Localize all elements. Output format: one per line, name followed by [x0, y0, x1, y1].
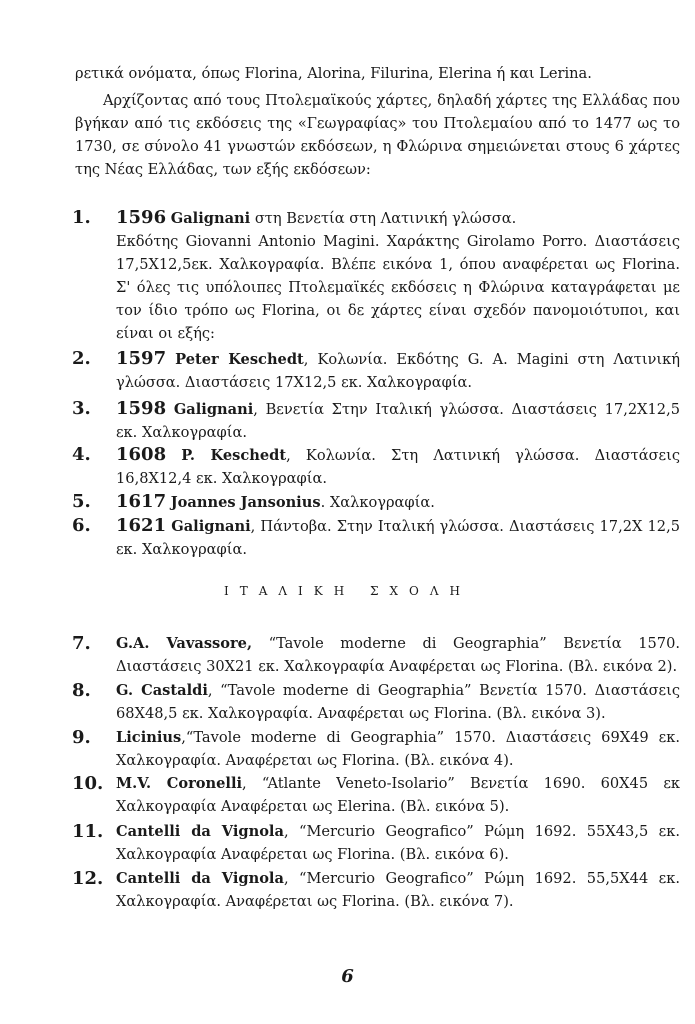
list-item-3	[72, 397, 680, 444]
list-item-5	[72, 490, 680, 514]
item-publisher: Peter Keschedt	[175, 351, 304, 368]
item-number: 9.	[72, 727, 91, 748]
list-item-12	[72, 867, 680, 913]
item-year: 1598	[116, 398, 167, 419]
item-publisher: Galignani	[173, 401, 254, 418]
item-number: 1.	[72, 207, 91, 228]
item-publisher: Galignani	[171, 518, 251, 535]
item-number: 8.	[72, 680, 91, 701]
item-year: 1597	[116, 348, 167, 369]
item-year: 1596	[116, 207, 167, 228]
item-number: 11.	[72, 821, 104, 842]
item-publisher: Joannes Jansonius	[170, 494, 321, 511]
list-item-10	[72, 772, 680, 818]
item-publisher: G. Castaldi	[116, 682, 208, 699]
item-publisher: G.A. Vavassore,	[116, 635, 253, 652]
item-description: , Βενετία Στην Ιταλική γλώσσα. Διαστάσεις 17,2Χ12,5 εκ. Χαλκογραφία.	[116, 401, 681, 441]
page-number: 6	[341, 966, 354, 987]
item-number: 10.	[72, 773, 104, 794]
list-item-9	[72, 726, 680, 772]
item-number: 5.	[72, 491, 91, 512]
list-item-1	[72, 206, 680, 345]
item-publisher: Galignani	[170, 210, 251, 227]
item-description: , “Atlante Veneto-Isolario” Βενετία 1690. 60Χ45 εκ Χαλκογραφία Αναφέρεται ως Elerina. (Βλ. εικόνα 5).	[116, 775, 680, 815]
item-publisher: Licinius	[116, 729, 182, 746]
item-description: , Πάντοβα. Στην Ιταλική γλώσσα. Διαστάσεις 17,2Χ 12,5 εκ. Χαλκογραφία.	[116, 518, 681, 558]
item-description: , “Tavole moderne di Geographia” Βενετία 1570. Διαστάσεις 68Χ48,5 εκ. Χαλκογραφία. Αναφέρεται ως Florina. (Βλ. εικόνα 3).	[116, 682, 680, 722]
item-number: 4.	[72, 444, 91, 465]
item-year: 1621	[116, 515, 167, 536]
intro-paragraph-1: ρετικά ονόματα, όπως Florina, Alorina, Filurina, Elerina ή και Lerina.	[75, 65, 592, 82]
item-number: 2.	[72, 348, 91, 369]
item-description: στη Βενετία στη Λατινική γλώσσα.	[250, 210, 517, 227]
item-publisher: Cantelli da Vignola	[116, 823, 284, 840]
item-number: 7.	[72, 633, 91, 654]
item-publisher: P. Keschedt	[181, 447, 287, 464]
item-description: , “Mercurio Geografico” Ρώμη 1692. 55Χ43,5 εκ. Χαλκογραφία Αναφέρεται ως Florina. (Βλ. εικόνα 6).	[116, 823, 680, 863]
list-item-7	[72, 632, 680, 678]
list-item-8	[72, 679, 680, 725]
item-description: , Κολωνία. Εκδότης G. A. Magini στη Λατινική γλώσσα. Διαστάσεις 17Χ12,5 εκ. Χαλκογραφία.	[116, 351, 680, 391]
item-number: 12.	[72, 868, 104, 889]
item-description: , Κολωνία. Στη Λατινική γλώσσα. Διαστάσεις 16,8Χ12,4 εκ. Χαλκογραφία.	[116, 447, 681, 487]
item-description: , “Mercurio Geografico” Ρώμη 1692. 55,5Χ44 εκ. Χαλκογραφία. Αναφέρεται ως Florina. (Βλ. εικόνα 7).	[116, 870, 680, 910]
item-year: 1617	[116, 491, 167, 512]
list-item-4	[72, 443, 680, 490]
list-item-2	[72, 347, 680, 394]
item-description: . Χαλκογραφία.	[320, 494, 435, 511]
list-item-11	[72, 820, 680, 866]
item-number: 6.	[72, 515, 91, 536]
intro-paragraph-2: Αρχίζοντας από τους Πτολεμαϊκούς χάρτες, δηλαδή χάρτες της Ελλάδας που βγήκαν από τις εκδόσεις της «Γεωγραφίας» του Πτολεμαίου από το 1477 ως το 1730, σε σύνολο 41 γνωστών εκδόσεων, η Φλώρινα σημειώνεται στους 6 χάρτες της Νέας Ελλάδας, των εξής εκδόσεων:	[75, 92, 680, 178]
item-number: 3.	[72, 398, 91, 419]
item-year: 1608	[116, 444, 167, 465]
item-publisher: Cantelli da Vignola	[116, 870, 284, 887]
item-publisher: M.V. Coronelli	[116, 775, 243, 792]
item-extra-description: Εκδότης Giovanni Antonio Magini. Χαράκτης Girolamo Porro. Διαστάσεις 17,5Χ12,5εκ. Χαλκογραφία. Βλέπε εικόνα 1, όπου αναφέρεται ως Florina. Σ' όλες τις υπόλοιπες Πτολεμαϊκές εκδόσεις η Φλώρινα καταγράφεται με τον ίδιο τρόπο ως Florina, οι δε χάρτες είναι σχεδόν πανομοιότυποι, και είναι οι εξής:	[116, 233, 680, 342]
item-description: ,“Tavole moderne di Geographia” 1570. Διαστάσεις 69Χ49 εκ. Χαλκογραφία. Αναφέρεται ως Florina. (Βλ. εικόνα 4).	[116, 729, 680, 769]
section-title: ΙΤΑΛΙΚΗ ΣΧΟΛΗ	[223, 584, 472, 598]
list-item-6	[72, 514, 680, 561]
item-description: “Tavole moderne di Geographia” Βενετία 1570. Διαστάσεις 30Χ21 εκ. Χαλκογραφία Αναφέρεται ως Florina. (Βλ. εικόνα 2).	[116, 635, 681, 675]
